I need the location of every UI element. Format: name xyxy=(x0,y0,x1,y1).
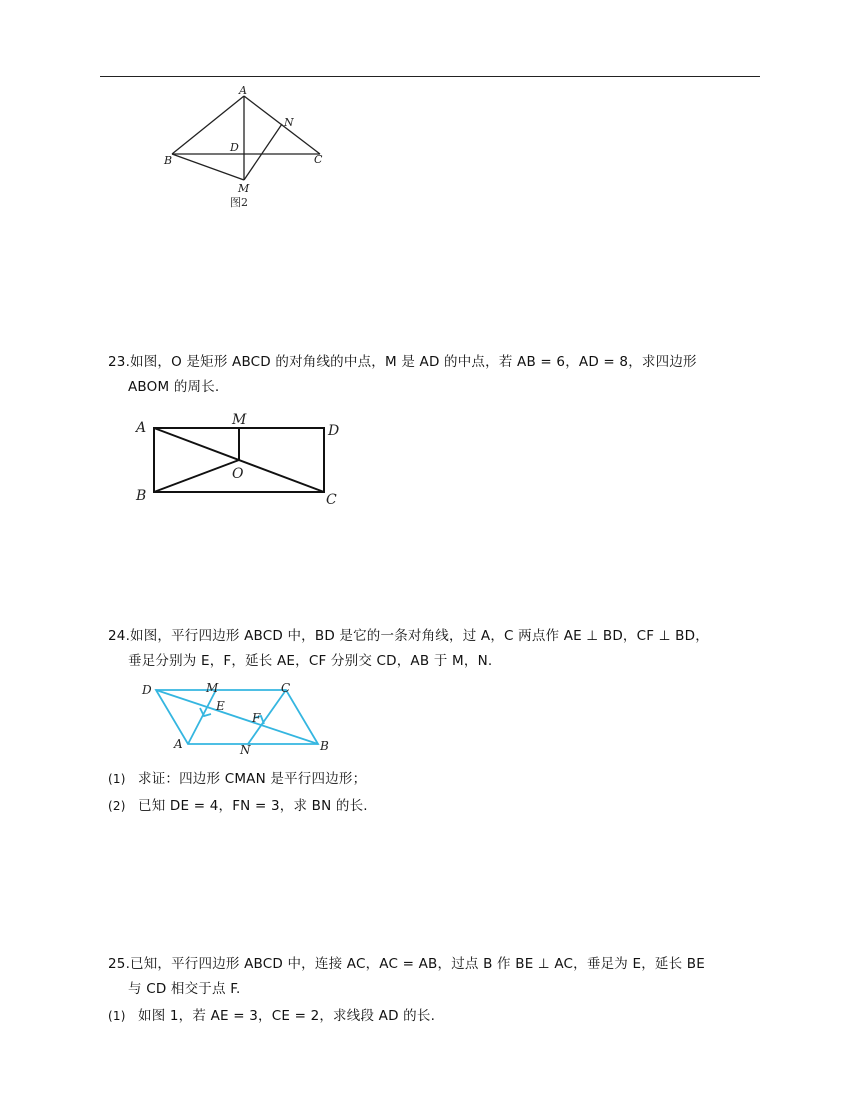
q24-part2-text: 已知 DE = 4，FN = 3，求 BN 的长. xyxy=(138,798,368,814)
question-25 xyxy=(108,952,764,1002)
q24-part-2 xyxy=(108,794,368,819)
q24-label-a: A xyxy=(174,737,183,751)
q24-label-f: F xyxy=(252,711,261,725)
figure-q23-rectangle xyxy=(130,408,350,508)
q24-label-m: M xyxy=(206,681,219,695)
figure-q24-parallelogram xyxy=(138,678,338,758)
q23-label-c: C xyxy=(326,492,337,508)
q24-part1-number: (1) xyxy=(108,772,126,786)
q24-label-b: B xyxy=(320,739,329,753)
q24-part-1 xyxy=(108,767,366,792)
q23-label-m: M xyxy=(232,412,247,428)
q24-line2: 垂足分别为 E，F，延长 AE，CF 分别交 CD，AB 于 M，N. xyxy=(128,653,493,669)
q25-line2: 与 CD 相交于点 F. xyxy=(128,981,241,997)
fig2-label-d: D xyxy=(230,141,239,154)
q25-number: 25. xyxy=(108,956,131,972)
q23-label-o: O xyxy=(232,466,244,482)
q24-number: 24. xyxy=(108,628,131,644)
q23-line2: ABOM 的周长. xyxy=(128,379,220,395)
figure-2 xyxy=(160,84,340,212)
q23-number: 23. xyxy=(108,354,131,370)
fig2-label-m: M xyxy=(238,182,250,195)
header-rule xyxy=(100,76,760,77)
q23-label-a: A xyxy=(136,420,147,436)
q24-part1-text: 求证：四边形 CMAN 是平行四边形； xyxy=(138,771,367,787)
fig2-label-a: A xyxy=(239,84,247,97)
fig2-label-b: B xyxy=(164,154,173,167)
q25-part-1 xyxy=(108,1004,435,1029)
q24-label-c: C xyxy=(281,681,291,695)
q24-label-d: D xyxy=(142,683,152,697)
q23-text1: 如图，O 是矩形 ABCD 的对角线的中点，M 是 AD 的中点，若 AB = 6，AD = 8，求四边形 xyxy=(130,354,697,370)
q23-line1 xyxy=(108,350,764,375)
q23-label-b: B xyxy=(136,488,147,504)
q24-label-n: N xyxy=(240,743,251,757)
fig2-label-c: C xyxy=(314,153,323,166)
fig2-label-n: N xyxy=(284,116,294,129)
fig2-caption: 图2 xyxy=(230,196,248,209)
q25-part1-text: 如图 1，若 AE = 3，CE = 2，求线段 AD 的长. xyxy=(138,1008,436,1024)
q25-part1-number: (1) xyxy=(108,1009,126,1023)
q23-label-d: D xyxy=(328,423,340,439)
q25-line1 xyxy=(108,952,764,977)
q24-text1: 如图，平行四边形 ABCD 中，BD 是它的一条对角线，过 A，C 两点作 AE ⊥ BD，CF ⊥ BD， xyxy=(130,628,709,644)
q24-part2-number: (2) xyxy=(108,799,126,813)
q25-text1: 已知，平行四边形 ABCD 中，连接 AC，AC = AB，过点 B 作 BE ⊥ AC，垂足为 E，延长 BE xyxy=(130,956,705,972)
question-23 xyxy=(108,350,764,400)
question-24 xyxy=(108,624,764,674)
q24-label-e: E xyxy=(216,699,225,713)
q24-line1 xyxy=(108,624,764,649)
